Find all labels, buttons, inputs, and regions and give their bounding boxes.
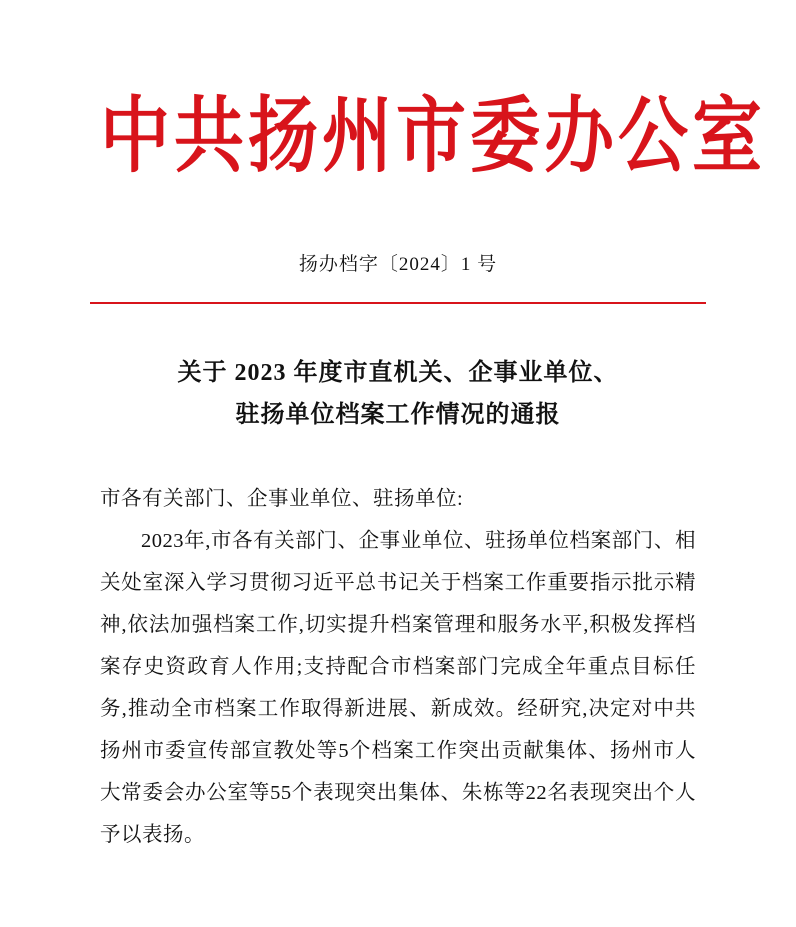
document-paragraph-1: 2023年,市各有关部门、企事业单位、驻扬单位档案部门、相关处室深入学习贯彻习近平总书记关于档案工作重要指示批示精神,依法加强档案工作,切实提升档案管理和服务水平,积极发挥档案存史资政育人作用;支持配合市档案部门完成全年重点目标任务,推动全市档案工作取得新进展、新成效。经研究,决定对中共扬州市委宣传部宣教处等5个档案工作突出贡献集体、扬州市人大常委会办公室等55个表现突出集体、朱栋等22名表现突出个人予以表扬。 xyxy=(100,530,696,847)
red-divider-rule xyxy=(90,302,706,304)
document-page xyxy=(0,92,796,927)
document-salutation: 市各有关部门、企事业单位、驻扬单位: xyxy=(100,488,464,510)
document-masthead: 中共扬州市委办公室 xyxy=(100,92,766,183)
document-number: 扬办档字〔2024〕1 号 xyxy=(298,254,498,275)
document-title-line-1: 关于 2023 年度市直机关、企事业单位、 xyxy=(177,360,619,386)
document-title-line-2: 驻扬单位档案工作情况的通报 xyxy=(235,402,561,428)
document-title xyxy=(100,352,696,436)
document-body xyxy=(100,478,696,856)
